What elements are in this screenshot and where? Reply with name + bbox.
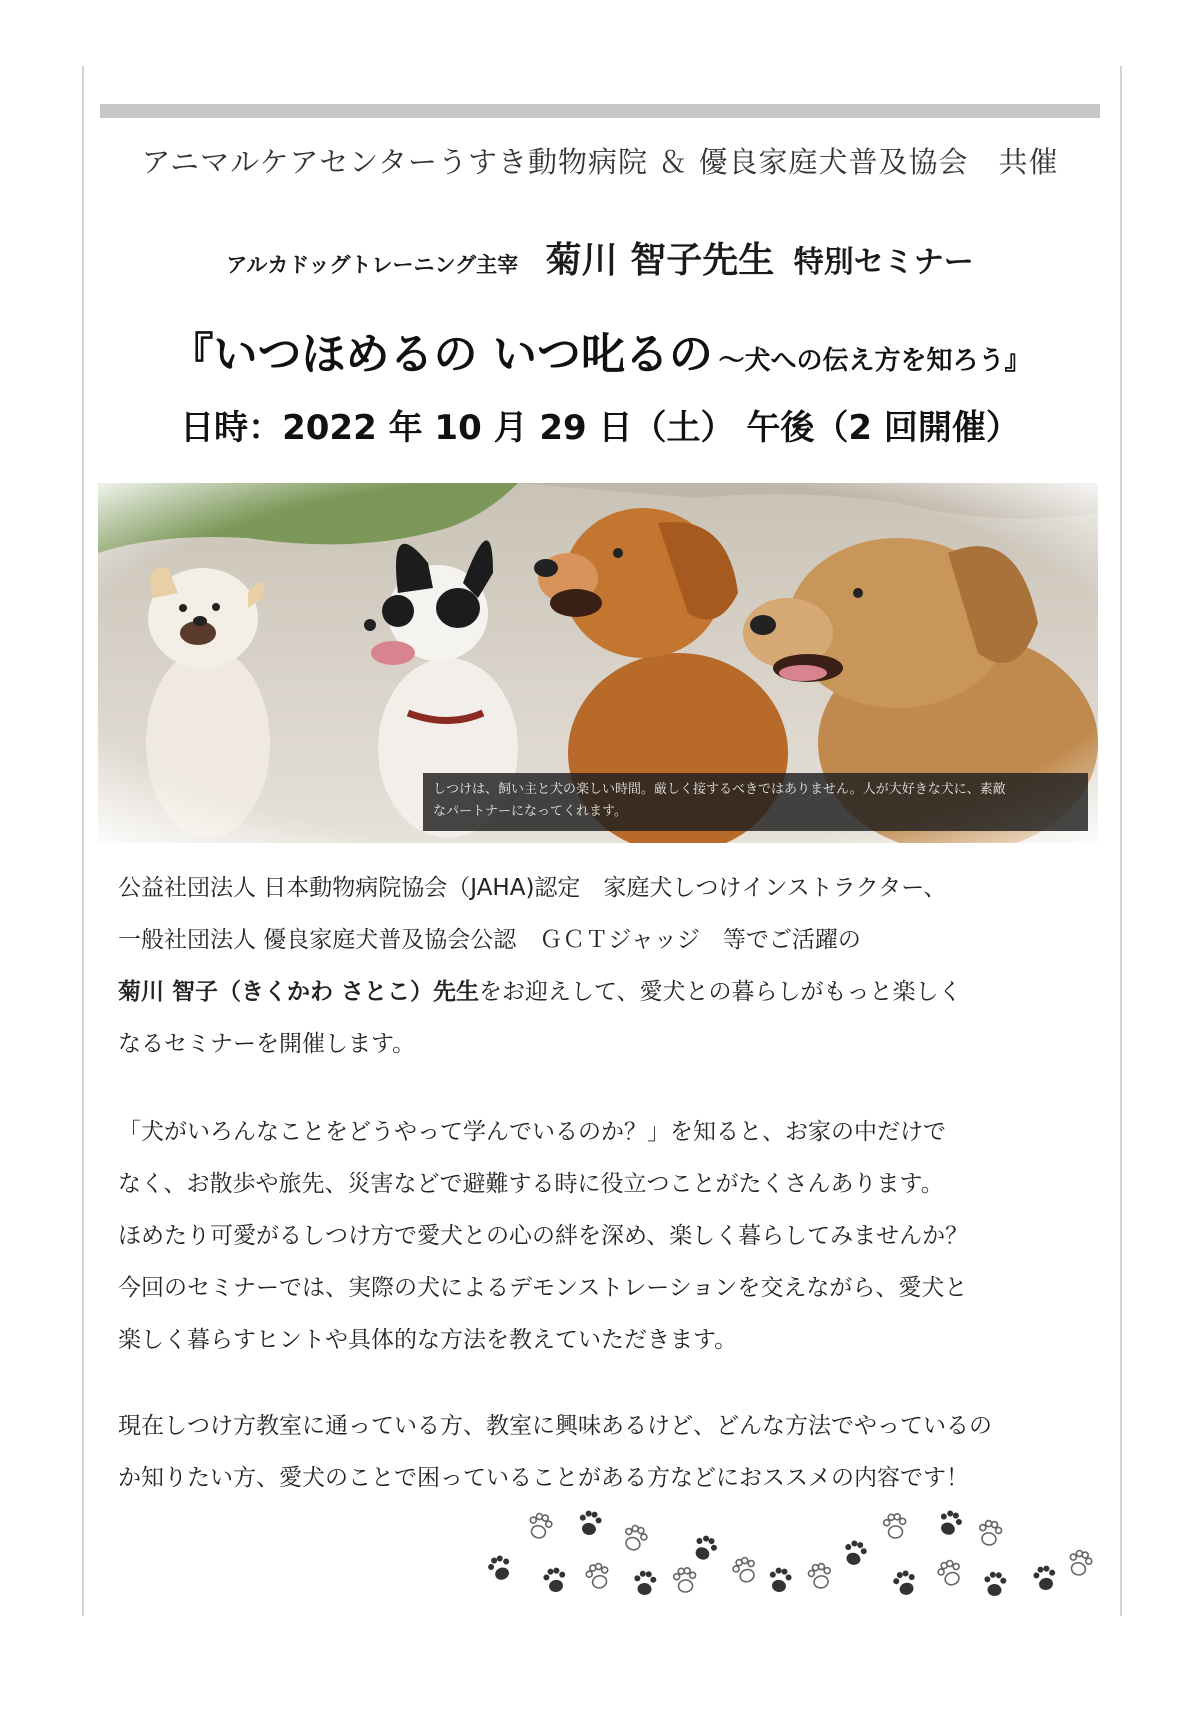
title-main: 『いつほめるの いつ叱るの [169, 329, 713, 380]
recommend-line-1: 現在しつけ方教室に通っている方、教室に興味あるけど、どんな方法でやっているの [118, 1413, 992, 1439]
paw-icon [577, 1509, 603, 1536]
paw-icon [690, 1532, 720, 1563]
paw-icon [767, 1566, 793, 1593]
paw-icon [673, 1567, 697, 1593]
paw-icon [841, 1539, 868, 1568]
paw-icon [633, 1570, 657, 1596]
event-date: 日時：2022 年 10 月 29 日（土） 午後（2 回開催） [180, 408, 1020, 448]
photo-caption [423, 773, 1088, 831]
paw-icon [936, 1508, 965, 1538]
paw-icon [584, 1562, 611, 1591]
description-line-1: 「犬がいろんなことをどうやって学んでいるのか？」を知ると、お家の中だけで [118, 1119, 946, 1145]
paw-icon [807, 1562, 833, 1589]
page-border-right [1120, 66, 1122, 1616]
intro-line-2: 一般社団法人 優良家庭犬普及協会公認 ＧＣＴジャッジ 等でご活躍の [118, 927, 861, 953]
paw-icon [526, 1512, 553, 1541]
special-seminar-label: 特別セミナー [793, 245, 974, 280]
paw-icon [1066, 1549, 1093, 1578]
paw-icon [936, 1558, 965, 1588]
teacher-name: 菊川 智子先生 [545, 240, 775, 281]
title-sub: ～犬への伝え方を知ろう』 [718, 346, 1031, 376]
paw-icon [1032, 1564, 1058, 1591]
intro-line-4: なるセミナーを開催します。 [118, 1031, 416, 1057]
intro-paragraph [118, 862, 1078, 1070]
description-line-2: なく、お散歩や旅先、災害などで避難する時に役立つことがたくさんあります。 [118, 1171, 944, 1197]
paw-icon [621, 1523, 650, 1553]
paw-prints-decoration [480, 1508, 1100, 1598]
description-line-5: 楽しく暮らすヒントや具体的な方法を教えていただきます。 [118, 1327, 738, 1353]
intro-line-1: 公益社団法人 日本動物病院協会（JAHA)認定 家庭犬しつけインストラクター、 [118, 875, 947, 901]
paw-icon [731, 1555, 760, 1585]
intro-line-3-rest: をお迎えして、愛犬との暮らしがもっと楽しく [479, 979, 962, 1005]
description-line-3: ほめたり可愛がるしつけ方で愛犬との心の絆を深め、楽しく暮らしてみませんか？ [118, 1223, 969, 1249]
teacher-name-bold: 菊川 智子（きくかわ さとこ）先生 [118, 979, 480, 1005]
description-line-4: 今回のセミナーでは、実際の犬によるデモンストレーションを交えながら、愛犬と [118, 1275, 968, 1301]
header-bar [100, 104, 1100, 118]
description-paragraph [118, 1106, 1078, 1366]
paw-icon [977, 1519, 1003, 1546]
paw-icon [883, 1513, 907, 1539]
seminar-title [0, 318, 1200, 382]
dogs-photo [98, 483, 1098, 843]
recommend-paragraph [118, 1400, 1078, 1504]
recommend-line-2: か知りたい方、愛犬のことで困っていることがある方などにおススメの内容です！ [118, 1465, 969, 1491]
paw-icon [891, 1569, 918, 1598]
host-label: アルカドッグトレーニング主宰 [226, 253, 519, 277]
seminar-heading [0, 232, 1200, 283]
paw-icon [486, 1553, 515, 1583]
caption-line-1: しつけは、飼い主と犬の楽しい時間。厳しく接するべきではありません。人が大好きな犬に、素敵 [433, 782, 1006, 797]
intro-line-3 [118, 966, 1078, 1018]
organizer-line: アニマルケアセンターうすき動物病院 ＆ 優良家庭犬普及協会 共催 [141, 145, 1059, 179]
caption-line-2: なパートナーになってくれます。 [433, 804, 627, 819]
paw-icon [983, 1571, 1007, 1597]
paw-icon [542, 1566, 568, 1593]
page-border-left [82, 66, 84, 1616]
